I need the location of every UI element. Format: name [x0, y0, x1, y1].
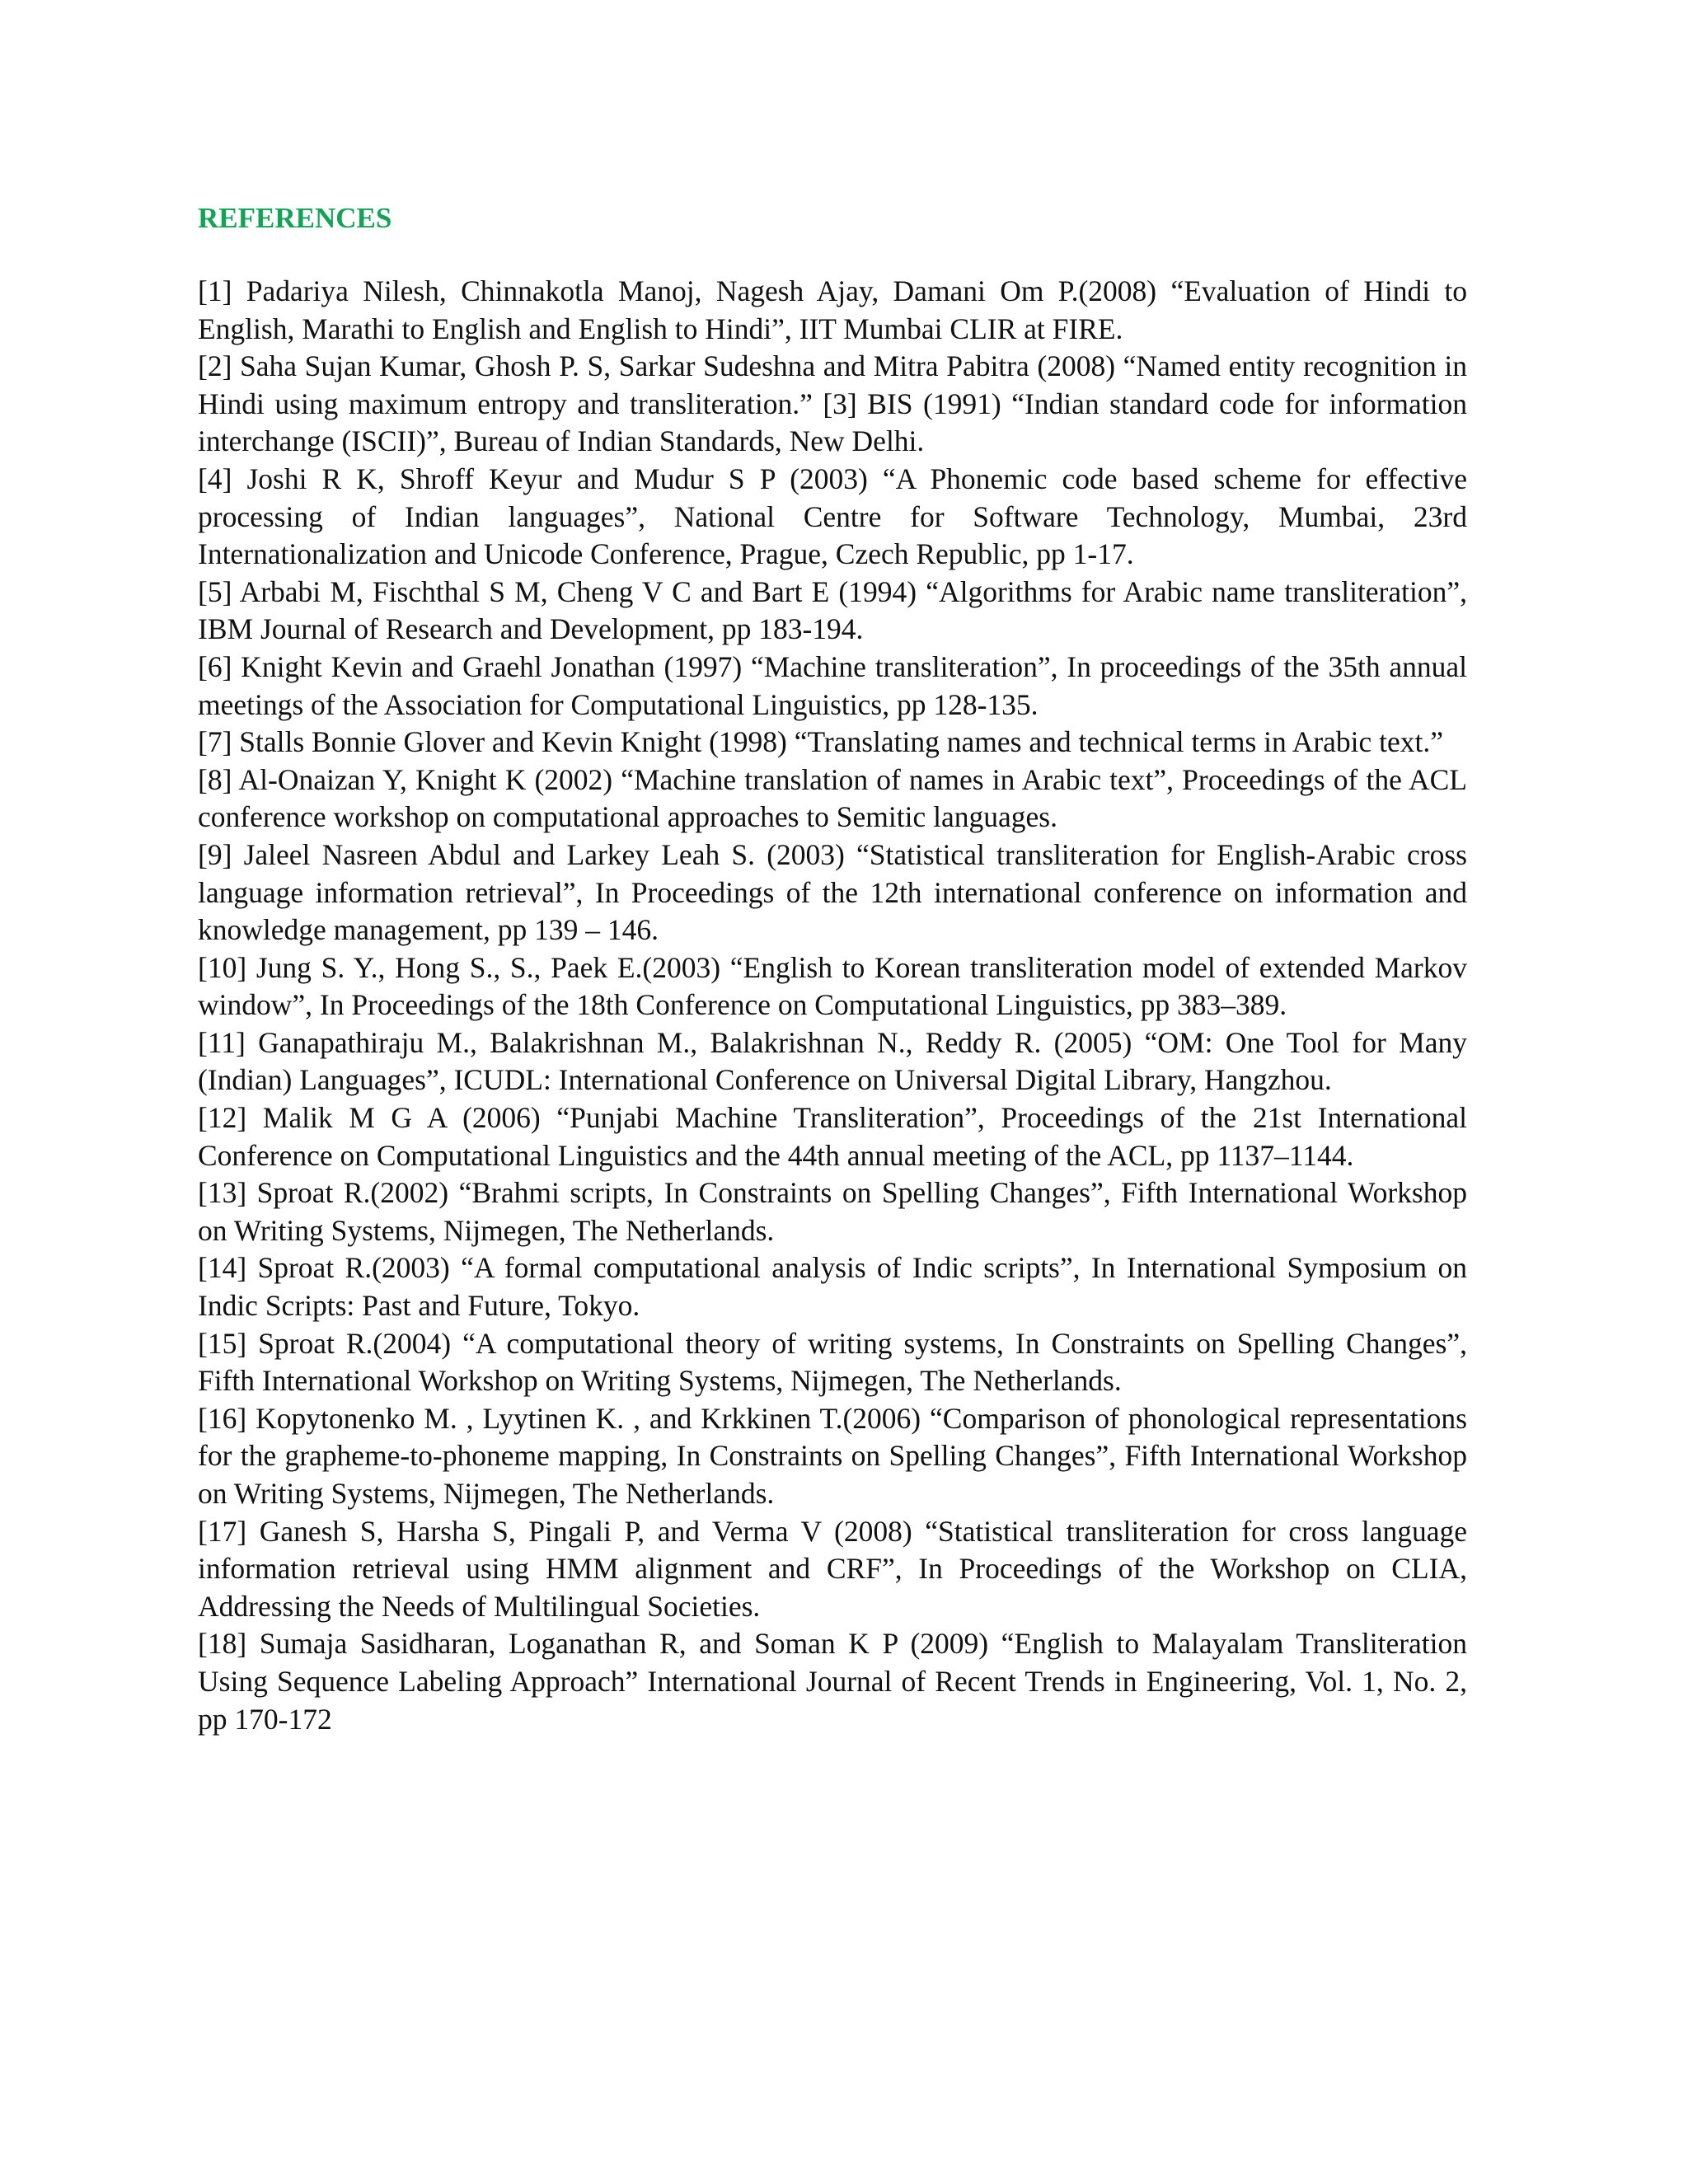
reference-item-12: [12] Malik M G A (2006) “Punjabi Machine Transliteration”, Proceedings of the 21st International Conference on Computational Linguistics and the 44th annual meeting of the ACL, pp 1137–1144. [198, 1101, 1467, 1172]
reference-list [198, 273, 1467, 1738]
reference-item-16: [16] Kopytonenko M. , Lyytinen K. , and Krkkinen T.(2006) “Comparison of phonological representations for the grapheme-to-phoneme mapping, In Constraints on Spelling Changes”, Fifth International Workshop on Writing Systems, Nijmegen, The Netherlands. [198, 1401, 1467, 1510]
reference-item-17: [17] Ganesh S, Harsha S, Pingali P, and Verma V (2008) “Statistical transliteration for cross language information retrieval using HMM alignment and CRF”, In Proceedings of the Workshop on CLIA, Addressing the Needs of Multilingual Societies. [198, 1514, 1467, 1623]
reference-item-1: [1] Padariya Nilesh, Chinnakotla Manoj, Nagesh Ajay, Damani Om P.(2008) “Evaluation of Hindi to English, Marathi to English and English to Hindi”, IIT Mumbai CLIR at FIRE. [198, 274, 1467, 345]
reference-item-13: [13] Sproat R.(2002) “Brahmi scripts, In Constraints on Spelling Changes”, Fifth International Workshop on Writing Systems, Nijmegen, The Netherlands. [198, 1176, 1467, 1247]
reference-item-18: [18] Sumaja Sasidharan, Loganathan R, and Soman K P (2009) “English to Malayalam Transliteration Using Sequence Labeling Approach” International Journal of Recent Trends in Engineering, Vol. 1, No. 2, pp 170-172 [198, 1627, 1467, 1736]
reference-item-9: [9] Jaleel Nasreen Abdul and Larkey Leah S. (2003) “Statistical transliteration for English-Arabic cross language information retrieval”, In Proceedings of the 12th international conference on information and knowledge management, pp 139 – 146. [198, 837, 1467, 947]
reference-item-10: [10] Jung S. Y., Hong S., S., Paek E.(2003) “English to Korean transliteration model of extended Markov window”, In Proceedings of the 18th Conference on Computational Linguistics, pp 383–389. [198, 950, 1467, 1022]
references-section [198, 194, 1467, 1738]
reference-item-7: [7] Stalls Bonnie Glover and Kevin Knight (1998) “Translating names and technical terms in Arabic text.” [198, 725, 1444, 759]
reference-item-2-3: [2] Saha Sujan Kumar, Ghosh P. S, Sarkar Sudeshna and Mitra Pabitra (2008) “Named entity recognition in Hindi using maximum entropy and transliteration.” [3] BIS (1991) “Indian standard code for information interchange (ISCII)”, Bureau of Indian Standards, New Delhi. [198, 349, 1467, 458]
section-heading: REFERENCES [198, 202, 392, 234]
reference-item-6: [6] Knight Kevin and Graehl Jonathan (1997) “Machine transliteration”, In proceedings of the 35th annual meetings of the Association for Computational Linguistics, pp 128-135. [198, 649, 1467, 721]
reference-item-4: [4] Joshi R K, Shroff Keyur and Mudur S P (2003) “A Phonemic code based scheme for effective processing of Indian languages”, National Centre for Software Technology, Mumbai, 23rd Internationalization and Unicode Conference, Prague, Czech Republic, pp 1-17. [198, 462, 1467, 571]
reference-item-11: [11] Ganapathiraju M., Balakrishnan M., Balakrishnan N., Reddy R. (2005) “OM: One Tool for Many (Indian) Languages”, ICUDL: International Conference on Universal Digital Library, Hangzhou. [198, 1025, 1467, 1097]
reference-item-8: [8] Al-Onaizan Y, Knight K (2002) “Machine translation of names in Arabic text”, Proceedings of the ACL conference workshop on computational approaches to Semitic languages. [198, 762, 1467, 834]
reference-item-5: [5] Arbabi M, Fischthal S M, Cheng V C and Bart E (1994) “Algorithms for Arabic name transliteration”, IBM Journal of Research and Development, pp 183-194. [198, 574, 1467, 646]
reference-item-15: [15] Sproat R.(2004) “A computational theory of writing systems, In Constraints on Spelling Changes”, Fifth International Workshop on Writing Systems, Nijmegen, The Netherlands. [198, 1326, 1467, 1398]
reference-item-14: [14] Sproat R.(2003) “A formal computational analysis of Indic scripts”, In International Symposium on Indic Scripts: Past and Future, Tokyo. [198, 1251, 1467, 1323]
